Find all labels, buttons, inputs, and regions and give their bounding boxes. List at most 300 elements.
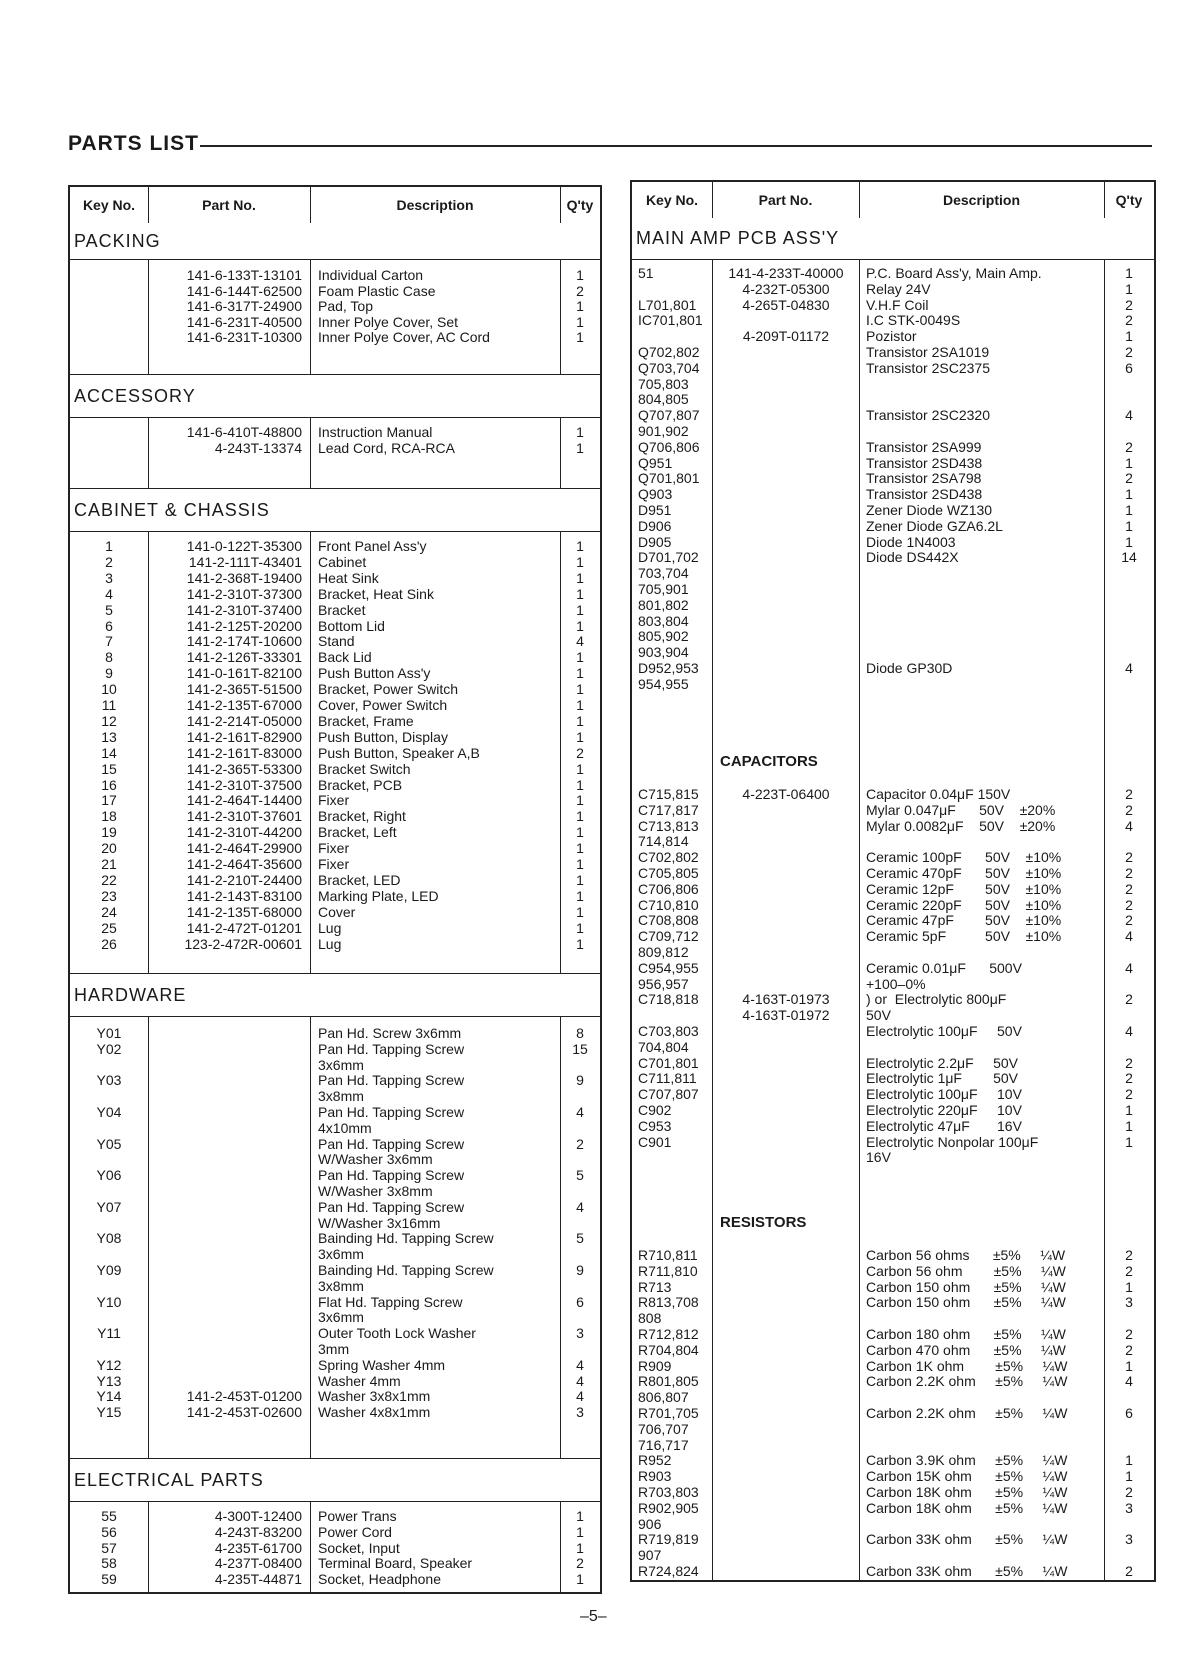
cell-key: 16 [101, 776, 117, 793]
cell-part: 4-265T-04830 [742, 296, 830, 313]
cell-qty: 1 [1125, 328, 1133, 345]
cell-key: 805,902 [638, 628, 689, 645]
cell-key: 7 [105, 633, 113, 650]
table-row [70, 1151, 600, 1167]
table-row [632, 818, 1154, 834]
cell-desc: Ceramic 5pF 50V ±10% [866, 928, 1062, 945]
cell-key: R902,905 [638, 1499, 699, 1516]
table-row [632, 1358, 1154, 1374]
cell-part: 141-0-161T-82100 [186, 665, 302, 682]
cell-desc: Washer 4mm [318, 1372, 401, 1389]
cell-key: 806,807 [638, 1389, 689, 1406]
header-qty: Q'ty [566, 197, 594, 213]
table-row [70, 729, 600, 745]
table-row [632, 786, 1154, 802]
cell-qty: 1 [1125, 1102, 1133, 1118]
cell-part: 141-6-231T-40500 [186, 313, 302, 330]
table-row [632, 312, 1154, 328]
cell-part: 4-235T-61700 [214, 1539, 302, 1556]
cell-key: R903 [638, 1468, 672, 1485]
cell-desc: 3x8mm [318, 1088, 364, 1105]
table-row [70, 649, 600, 665]
cell-qty: 1 [576, 569, 584, 586]
cell-key: 716,717 [638, 1436, 689, 1453]
subsection-resistors: RESISTORS [720, 1214, 807, 1231]
cell-key: 10 [101, 681, 117, 698]
cell-part: 141-2-210T-24400 [186, 871, 302, 888]
cell-desc: Transistor 2SD438 [866, 486, 983, 503]
table-row [632, 1279, 1154, 1295]
cell-desc: Washer 3x8x1mm [318, 1388, 431, 1405]
table-row [632, 1023, 1154, 1039]
cell-key: Y15 [96, 1404, 122, 1421]
cell-part: 141-6-410T-48800 [186, 424, 302, 440]
table-row [70, 1571, 600, 1587]
cell-desc: V.H.F Coil [866, 296, 929, 313]
cell-desc: Carbon 3.9K ohm ±5% ¼W [866, 1452, 1068, 1469]
cell-qty: 2 [1125, 880, 1133, 897]
cell-key: 26 [101, 935, 117, 952]
cell-key: Y14 [96, 1388, 122, 1405]
cell-key: C954,955 [638, 959, 699, 976]
table-row [632, 281, 1154, 297]
table-row [632, 1547, 1154, 1563]
cell-desc: Pan Hd. Tapping Screw [318, 1040, 465, 1057]
cell-qty: 2 [576, 1135, 584, 1152]
cell-part: 141-2-310T-37601 [186, 808, 302, 825]
cell-part: 141-6-133T-13101 [186, 267, 302, 283]
cell-desc: Electrolytic 47μF 16V [866, 1117, 1022, 1134]
cell-desc: Carbon 56 ohm ±5% ¼W [866, 1262, 1066, 1279]
cell-desc: Power Cord [318, 1523, 392, 1540]
table-row [70, 1167, 600, 1183]
cell-desc: Electrolytic 100μF 50V [866, 1023, 1022, 1039]
cell-key: 706,707 [638, 1420, 689, 1437]
cell-qty: 1 [576, 1523, 584, 1540]
table-row [70, 1262, 600, 1278]
cell-part: 141-2-453T-01200 [186, 1388, 302, 1405]
table-row [70, 713, 600, 729]
cell-desc: Bracket, Heat Sink [318, 585, 434, 602]
cell-key: R703,803 [638, 1484, 699, 1500]
cell-qty: 1 [1125, 1278, 1133, 1295]
cell-desc: Bainding Hd. Tapping Screw [318, 1262, 494, 1278]
table-row [70, 1341, 600, 1357]
table-row [632, 802, 1154, 818]
cell-qty: 2 [1125, 296, 1133, 313]
cell-qty: 6 [1125, 359, 1133, 376]
cell-desc: Carbon 18K ohm ±5% ¼W [866, 1484, 1068, 1500]
table-row [632, 1039, 1154, 1055]
cell-desc: Bracket, PCB [318, 776, 403, 793]
cell-key: 804,805 [638, 391, 689, 408]
table-row [632, 470, 1154, 486]
cell-key: Q707,807 [638, 407, 700, 424]
cell-key: Q706,806 [638, 438, 700, 455]
cell-key: D701,702 [638, 549, 699, 566]
cell-key: 20 [101, 840, 117, 857]
cell-qty: 2 [1125, 1070, 1133, 1087]
cell-key: R801,805 [638, 1373, 699, 1390]
cell-desc: Electrolytic 220μF 10V [866, 1102, 1022, 1118]
cell-key: 803,804 [638, 612, 689, 629]
cell-qty: 1 [576, 298, 584, 315]
cell-part: 141-6-231T-10300 [186, 329, 302, 346]
table-row [632, 944, 1154, 960]
cell-qty: 3 [576, 1404, 584, 1421]
table-row [70, 1357, 600, 1373]
cell-key: D906 [638, 517, 672, 534]
table-row [632, 1247, 1154, 1263]
cell-desc: Stand [318, 633, 355, 650]
table-row [632, 423, 1154, 439]
table-row [70, 1309, 600, 1325]
table-row [632, 265, 1154, 281]
table-row [632, 297, 1154, 313]
cell-key: 714,814 [638, 833, 689, 850]
table-row [632, 597, 1154, 613]
table-row [70, 1230, 600, 1246]
cell-qty: 5 [576, 1230, 584, 1247]
cell-desc: Transistor 2SC2375 [866, 359, 990, 376]
cell-qty: 1 [576, 681, 584, 698]
table-row [632, 1070, 1154, 1086]
cell-key: C718,818 [638, 991, 699, 1008]
table-row [70, 761, 600, 777]
cell-desc: Bracket, LED [318, 871, 401, 888]
cell-qty: 9 [576, 1262, 584, 1278]
header-part-no: Part No. [202, 197, 256, 213]
cell-qty: 1 [1125, 1452, 1133, 1469]
cell-desc: Inner Polye Cover, AC Cord [318, 329, 490, 346]
cell-qty: 4 [576, 1388, 584, 1405]
cell-qty: 1 [1125, 280, 1133, 297]
cell-key: Q702,802 [638, 344, 700, 360]
cell-part: 141-2-310T-37500 [186, 776, 302, 793]
section-hardware: HARDWARE [70, 973, 600, 1017]
cell-qty: 1 [576, 424, 584, 440]
cell-key: D951 [638, 502, 672, 518]
cell-key: 25 [101, 919, 117, 936]
cell-desc: Carbon 33K ohm ±5% ¼W [866, 1563, 1068, 1579]
table-row [632, 486, 1154, 502]
cell-part: 141-2-464T-29900 [186, 840, 302, 857]
cell-desc: Pan Hd. Screw 3x6mm [318, 1025, 462, 1041]
cell-qty: 2 [1125, 1341, 1133, 1358]
table-row [70, 808, 600, 824]
table-row [70, 1388, 600, 1404]
cell-key: Y06 [96, 1167, 122, 1184]
cell-qty: 2 [1125, 1563, 1133, 1579]
table-row [632, 344, 1154, 360]
cell-key: Y01 [96, 1025, 122, 1041]
cell-desc: Ceramic 100pF 50V ±10% [866, 849, 1062, 866]
cell-key: Y03 [96, 1072, 122, 1089]
table-row [632, 1118, 1154, 1134]
cell-desc: Inner Polye Cover, Set [318, 313, 459, 330]
table-row [70, 554, 600, 570]
cell-key: 51 [638, 265, 654, 281]
table-row [70, 936, 600, 952]
cell-qty: 1 [576, 728, 584, 745]
cell-key: 58 [101, 1555, 117, 1572]
table-row [632, 549, 1154, 565]
table-row [632, 360, 1154, 376]
cell-desc: +100–0% [866, 975, 926, 992]
table-row [632, 991, 1154, 1007]
table-row [70, 1104, 600, 1120]
table-row [632, 1294, 1154, 1310]
cell-part: 141-2-161T-83000 [186, 744, 302, 761]
cell-key: 704,804 [638, 1038, 689, 1055]
table-row [70, 1294, 600, 1310]
cell-key: Y04 [96, 1104, 122, 1120]
cell-qty: 1 [576, 871, 584, 888]
cell-qty: 1 [1125, 1133, 1133, 1150]
cell-key: 56 [101, 1523, 117, 1540]
cell-desc: Ceramic 0.01μF 500V [866, 959, 1022, 976]
cell-qty: 2 [1125, 865, 1133, 881]
cell-desc: Ceramic 47pF 50V ±10% [866, 912, 1062, 929]
cell-key: 906 [638, 1515, 662, 1532]
cell-part: 141-6-317T-24900 [186, 298, 302, 315]
cell-desc: Pozistor [866, 328, 917, 345]
table-row [70, 267, 600, 283]
cell-part: 141-2-472T-01201 [186, 919, 302, 936]
cell-key: R711,810 [638, 1262, 698, 1279]
cell-desc: Ceramic 220pF 50V ±10% [866, 896, 1062, 913]
cell-qty: 6 [1125, 1405, 1133, 1421]
cell-desc: Bracket Switch [318, 760, 411, 777]
table-row [632, 628, 1154, 644]
table-row [632, 1389, 1154, 1405]
cell-desc: 3x6mm [318, 1246, 364, 1263]
table-row [70, 1072, 600, 1088]
cell-desc: Zener Diode GZA6.2L [866, 517, 1003, 534]
cell-qty: 1 [576, 903, 584, 920]
cell-desc: Cover, Power Switch [318, 697, 448, 713]
table-row [70, 665, 600, 681]
cell-key: Q951 [638, 454, 673, 471]
left-parts-table [68, 185, 602, 1594]
cell-qty: 2 [576, 282, 584, 299]
cell-desc: Push Button Ass'y [318, 665, 431, 682]
cell-key: 12 [101, 712, 117, 729]
table-row [70, 697, 600, 713]
cell-key: Y13 [96, 1372, 122, 1389]
cell-part: 141-2-126T-33301 [186, 649, 302, 666]
cell-qty: 1 [576, 329, 584, 346]
cell-key: C710,810 [638, 896, 699, 913]
table-row [632, 865, 1154, 881]
cell-qty: 1 [1125, 486, 1133, 503]
cell-desc: 3mm [318, 1341, 350, 1357]
cell-desc: Mylar 0.047μF 50V ±20% [866, 801, 1056, 818]
cell-qty: 1 [576, 776, 584, 793]
table-row [632, 376, 1154, 392]
cell-desc: Spring Washer 4mm [318, 1356, 446, 1373]
cell-desc: Electrolytic 1μF 50V [866, 1070, 1019, 1087]
table-row [632, 1484, 1154, 1500]
table-row [70, 1025, 600, 1041]
table-row [632, 897, 1154, 913]
cell-part: 141-2-310T-37400 [186, 601, 302, 618]
cell-qty: 2 [1125, 801, 1133, 818]
cell-desc: Carbon 470 ohm ±5% ¼W [866, 1341, 1066, 1358]
cell-desc: 16V [866, 1149, 891, 1166]
cell-part: 141-2-214T-05000 [186, 712, 302, 729]
cell-key: C711,811 [638, 1070, 697, 1087]
cell-key: Q701,801 [638, 470, 700, 487]
table-row [632, 960, 1154, 976]
table-row [70, 1088, 600, 1104]
cell-part: 4-300T-12400 [214, 1508, 302, 1524]
table-row [632, 439, 1154, 455]
cell-desc: Carbon 56 ohms ±5% ¼W [866, 1247, 1066, 1263]
cell-desc: Transistor 2SD438 [866, 454, 983, 471]
table-row [70, 1508, 600, 1524]
cell-qty: 4 [576, 1198, 584, 1215]
cell-qty: 2 [1125, 786, 1133, 802]
cell-desc: Carbon 18K ohm ±5% ¼W [866, 1499, 1068, 1516]
table-row [632, 1102, 1154, 1118]
cell-part: 4-163T-01973 [742, 991, 830, 1008]
cell-qty: 8 [576, 1025, 584, 1041]
table-row [632, 328, 1154, 344]
cell-key: R724,824 [638, 1563, 699, 1579]
cell-part: 4-223T-06400 [742, 786, 830, 802]
table-row [632, 407, 1154, 423]
cell-qty: 1 [576, 601, 584, 618]
cell-desc: Bottom Lid [318, 617, 385, 634]
cell-qty: 2 [576, 1555, 584, 1572]
cell-desc: Capacitor 0.04μF 150V [866, 786, 1011, 802]
cell-key: Y08 [96, 1230, 122, 1247]
cell-desc: Mylar 0.0082μF 50V ±20% [866, 817, 1056, 834]
cell-key: Y10 [96, 1293, 122, 1310]
cell-qty: 2 [1125, 344, 1133, 360]
cell-part: 141-2-368T-19400 [186, 569, 302, 586]
cell-qty: 2 [1125, 1326, 1133, 1342]
cell-key: R952 [638, 1452, 672, 1469]
table-row [70, 1555, 600, 1571]
cell-key: 903,904 [638, 644, 689, 661]
cell-part: 4-243T-13374 [214, 439, 302, 456]
cell-desc: Carbon 2.2K ohm ±5% ¼W [866, 1405, 1068, 1421]
cell-desc: Lug [318, 935, 342, 952]
cell-desc: Cover [318, 903, 356, 920]
cell-qty: 3 [1125, 1499, 1133, 1516]
cell-part: 141-2-453T-02600 [186, 1404, 302, 1421]
cell-qty: 1 [576, 919, 584, 936]
cell-key: 22 [101, 871, 117, 888]
table-row [70, 1404, 600, 1420]
cell-desc: Washer 4x8x1mm [318, 1404, 431, 1421]
cell-desc: Socket, Headphone [318, 1571, 441, 1588]
cell-qty: 1 [1125, 533, 1133, 550]
cell-desc: 3x6mm [318, 1309, 364, 1326]
cell-key: 23 [101, 887, 117, 904]
cell-qty: 4 [1125, 928, 1133, 945]
page-title: PARTS LIST [68, 132, 199, 155]
table-row [70, 1120, 600, 1136]
cell-key: C709,712 [638, 928, 699, 945]
cell-key: Y05 [96, 1135, 122, 1152]
cell-qty: 4 [576, 633, 584, 650]
table-row [632, 1563, 1154, 1579]
section-packing: PACKING [70, 223, 600, 260]
cell-part: 141-2-464T-35600 [186, 856, 302, 872]
table-row [632, 1055, 1154, 1071]
cell-key: 808 [638, 1310, 662, 1327]
table-row [632, 1310, 1154, 1326]
cell-key: 907 [638, 1547, 662, 1564]
cell-qty: 2 [1125, 470, 1133, 487]
cell-key: 13 [101, 728, 117, 745]
cell-desc: Foam Plastic Case [318, 282, 436, 299]
cell-desc: Marking Plate, LED [318, 887, 439, 904]
cell-desc: Ceramic 470pF 50V ±10% [866, 865, 1062, 881]
cell-key: 901,902 [638, 423, 689, 439]
cell-desc: Heat Sink [318, 569, 379, 586]
cell-part: 141-2-143T-83100 [186, 887, 302, 904]
cell-key: R719,819 [638, 1531, 699, 1548]
cell-desc: ) or Electrolytic 800μF [866, 991, 1007, 1008]
cell-part: 141-0-122T-35300 [186, 538, 302, 554]
cell-qty: 1 [576, 760, 584, 777]
cell-qty: 2 [1125, 1086, 1133, 1103]
cell-qty: 1 [576, 665, 584, 682]
table-row [632, 1500, 1154, 1516]
cell-key: C715,815 [638, 786, 699, 802]
cell-key: R713 [638, 1278, 672, 1295]
table-row [70, 1136, 600, 1152]
cell-qty: 4 [1125, 959, 1133, 976]
cell-qty: 1 [576, 439, 584, 456]
cell-desc: Fixer [318, 792, 350, 809]
table-row [70, 745, 600, 761]
table-row [70, 1373, 600, 1389]
cell-key: 15 [101, 760, 117, 777]
cell-part: 141-2-135T-68000 [186, 903, 302, 920]
table-row [70, 1524, 600, 1540]
cell-qty: 2 [1125, 991, 1133, 1008]
table-row [632, 1373, 1154, 1389]
table-row [70, 872, 600, 888]
cell-key: C953 [638, 1117, 672, 1134]
table-row [632, 849, 1154, 865]
cell-desc: Carbon 1K ohm ±5% ¼W [866, 1357, 1068, 1374]
table-row [632, 928, 1154, 944]
table-row [70, 1278, 600, 1294]
table-row [632, 644, 1154, 660]
cell-key: 801,802 [638, 596, 689, 613]
table-row [70, 840, 600, 856]
cell-desc: Bracket, Left [318, 824, 397, 841]
cell-qty: 1 [1125, 1468, 1133, 1485]
cell-desc: P.C. Board Ass'y, Main Amp. [866, 265, 1042, 281]
table-row [632, 976, 1154, 992]
cell-desc: Socket, Input [318, 1539, 400, 1556]
table-row [70, 1183, 600, 1199]
cell-part: 141-6-144T-62500 [186, 282, 302, 299]
cell-key: 2 [105, 553, 113, 570]
cell-desc: Lead Cord, RCA-RCA [318, 439, 455, 456]
cell-desc: Back Lid [318, 649, 372, 666]
cell-key: Y12 [96, 1356, 122, 1373]
cell-part: 141-2-365T-51500 [186, 681, 302, 698]
cell-key: R701,705 [638, 1405, 699, 1421]
